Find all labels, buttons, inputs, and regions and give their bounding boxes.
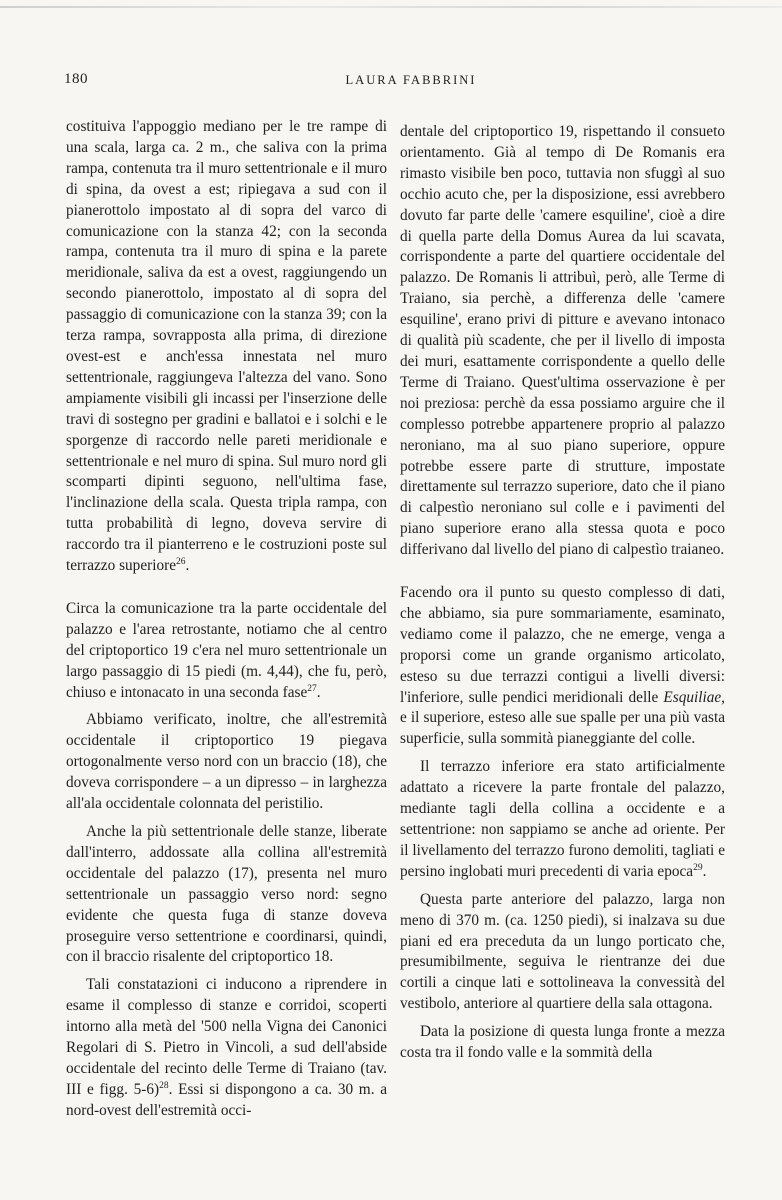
- footnote-ref[interactable]: 28: [159, 1080, 169, 1091]
- paragraph-text: Data la posizione di questa lunga fronte a mezza costa tra il fondo valle e la sommità della: [400, 1023, 725, 1062]
- paragraph-text: Facendo ora il punto su questo complesso di dati, che abbiamo, sia pure sommariamente, esaminato, vediamo come il palazzo, che ne emerge, venga a proporsi come un grande organismo articolato, esteso su due terrazzi contigui a livelli diversi: l'inferiore, sulle pendici meridionali delle: [400, 584, 725, 706]
- paragraph-text: dentale del criptoportico 19, rispettando il consueto orientamento. Già al tempo di De Romanis era rimasto visibile ben poco, tuttavia non sfuggì al suo occhio acuto che, per la disposizione, essi avrebbero dovuto far parte delle 'camere esquiline', cioè a dire di quella parte della Domus Aurea da lui scavata, corrispondente a parte del quartiere occidentale del palazzo. De Romanis li attribuì, però, alle Terme di Traiano, sia perchè, a differenza delle 'camere esquiline', erano privi di pitture e avevano intonaco di qualità più scadente, che per il livello di imposta dei muri, esattamente corrispondente a quello delle Terme di Traiano. Quest'ultima osservazione è per noi preziosa: perchè da essa possiamo arguire che il complesso potrebbe appartenere proprio al palazzo neroniano, ma al suo piano superiore, oppure potrebbe essere parte di strutture, impostate direttamente sul terrazzo superiore, dato che il piano di calpestìo neroniano sul colle e i pavimenti del piano superiore erano alla stessa quota e poco differivano dal livello del piano di calpestìo traianeo.: [400, 123, 725, 559]
- page-number: 180: [64, 71, 88, 87]
- paragraph-text: Tali constatazioni ci inducono a riprendere in esame il complesso di stanze e corridoi, scoperti intorno alla metà del '500 nella Vigna dei Canonici Regolari di S. Pietro in Vincoli, a sud dell'abside occidentale del recinto delle Terme di Traiano (tav. III e figg. 5-6): [66, 976, 387, 1098]
- paragraph-text: Circa la comunicazione tra la parte occidentale del palazzo e l'area retrostante, notiamo che al centro del criptoportico 19 c'era nel muro settentrionale un largo passaggio di 15 piedi (m. 4,44), che fu, però, chiuso e intonacato in una seconda fase: [66, 599, 387, 701]
- paragraph: Circa la comunicazione tra la parte occidentale del palazzo e l'area retrostante, notiamo che al centro del criptoportico 19 c'era nel muro settentrionale un largo passaggio di 15 piedi (m. 4,44), che fu, però, chiuso e intonacato in una seconda fase$^{27}$.: [66, 599, 387, 701]
- paragraph-text: costituiva l'appoggio mediano per le tre rampe di una scala, larga ca. 2 m., che saliva con la prima rampa, contenuta tra il muro settentrionale e il muro di spina, da ovest a est; ripiegava a sud con il pianerottolo impostato al di sopra del varco di comunicazione con la stanza 42; con la seconda rampa, contenuta tra il muro di spina e la parete meridionale, saliva da est a ovest, raggiungendo un secondo pianerottolo, impostato al di sopra del passaggio di comunicazione con la stanza 39; con la terza rampa, sovrapposta alla prima, di direzione ovest-est e anch'essa innestata nel muro settentrionale, raggiungeva l'altezza del vano. Sono ampiamente visibili gli incassi per l'inserzione delle travi di sostegno per gradini e ballatoi e i solchi e le sporgenze di raccordo nelle pareti meridionale e settentrionale e nel muro di spina. Sul muro nord gli scomparti dipinti seguono, nell'ultima fase, l'inclinazione della scala. Questa tripla rampa, con tutta probabilità di legno, doveva servire di raccordo tra il pianterreno e le costruzioni poste sul terrazzo superiore: [66, 118, 387, 575]
- paragraph-text: e il superiore, esteso alle sue spalle per una più vasta superficie, sulla sommità pianeggiante del colle.: [400, 709, 725, 748]
- left-column: [66, 117, 387, 1122]
- italic-term: Esquiliae,: [663, 688, 725, 706]
- paragraph: [66, 975, 387, 1121]
- paragraph-text: Anche la più settentrionale delle stanze, liberate dall'interro, addossate alla collina all'estremità occidentale del palazzo (17), presenta nel muro settentrionale un passaggio verso nord: segno evidente che questa fuga di stanze doveva proseguire verso settentrione e coordinarsi, quindi, con il braccio risalente del criptoportico 18.: [66, 823, 387, 966]
- paragraph: [400, 583, 725, 750]
- paragraph-text: . Essi si dispongono a ca. 30 m. a nord-ovest dell'estremità occi-: [66, 1080, 388, 1119]
- running-head: LAURA FABBRINI: [345, 73, 477, 87]
- paragraph-text: Il terrazzo inferiore era stato artificialmente adattato a ricevere la parte frontale del palazzo, mediante tagli della collina a occidente e a settentrione: non sappiamo se anche ad oriente. Per il livellamento del terrazzo furono demoliti, tagliati e persino inglobati muri precedenti di varia epoca: [400, 758, 725, 880]
- footnote-ref[interactable]: 27: [307, 683, 317, 694]
- paragraph: [400, 122, 725, 561]
- paragraph: [400, 890, 725, 1015]
- paragraph: [66, 822, 387, 968]
- right-column: [400, 122, 725, 1064]
- paragraph: Il terrazzo inferiore era stato artificialmente adattato a ricevere la parte frontale del palazzo, mediante tagli della collina a occidente e a settentrione: non sappiamo se anche ad oriente. Per il livellamento del terrazzo furono demoliti, tagliati e persino inglobati muri precedenti di varia epoca$^{29}$.: [400, 758, 725, 880]
- paragraph-text: Abbiamo verificato, inoltre, che all'estremità occidentale il criptoportico 19 piegava ortogonalmente verso nord con un braccio (18), che doveva corrispondere – a un dipresso – in larghezza all'ala occidentale colonnata del peristilio.: [66, 711, 387, 813]
- paragraph-text: Questa parte anteriore del palazzo, larga non meno di 370 m. (ca. 1250 piedi), si inalzava su due piani ed era preceduta da un lungo porticato che, presumibilmente, seguiva le rientranze dei due cortili a cinque lati e sottolineava la convessità del vestibolo, anteriore al quartiere della sala ottagona.: [400, 890, 725, 1013]
- paragraph: costituiva l'appoggio mediano per le tre rampe di una scala, larga ca. 2 m., che saliva con la prima rampa, contenuta tra il muro settentrionale e il muro di spina, da ovest a est; ripiegava a sud con il pianerottolo impostato al di sopra del varco di comunicazione con la stanza 42; con la seconda rampa, contenuta tra il muro di spina e la parete meridionale, saliva da est a ovest, raggiungendo un secondo pianerottolo, impostato al di sopra del passaggio di comunicazione con la stanza 39; con la terza rampa, sovrapposta alla prima, di direzione ovest-est e anch'essa innestata nel muro settentrionale, raggiungeva l'altezza del vano. Sono ampiamente visibili gli incassi per l'inserzione delle travi di sostegno per gradini e ballatoi e i solchi e le sporgenze di raccordo nelle pareti meridionale e settentrionale e nel muro di spina. Sul muro nord gli scomparti dipinti seguono, nell'ultima fase, l'inclinazione della scala. Questa tripla rampa, con tutta probabilità di legno, doveva servire di raccordo tra il pianterreno e le costruzioni poste sul terrazzo superiore$^{26}$.: [66, 118, 387, 575]
- footnote-ref[interactable]: 29: [693, 862, 703, 873]
- paragraph: [66, 710, 387, 815]
- scan-edge-line: [0, 6, 782, 8]
- footnote-ref[interactable]: 26: [175, 557, 186, 568]
- paragraph: [400, 1022, 725, 1064]
